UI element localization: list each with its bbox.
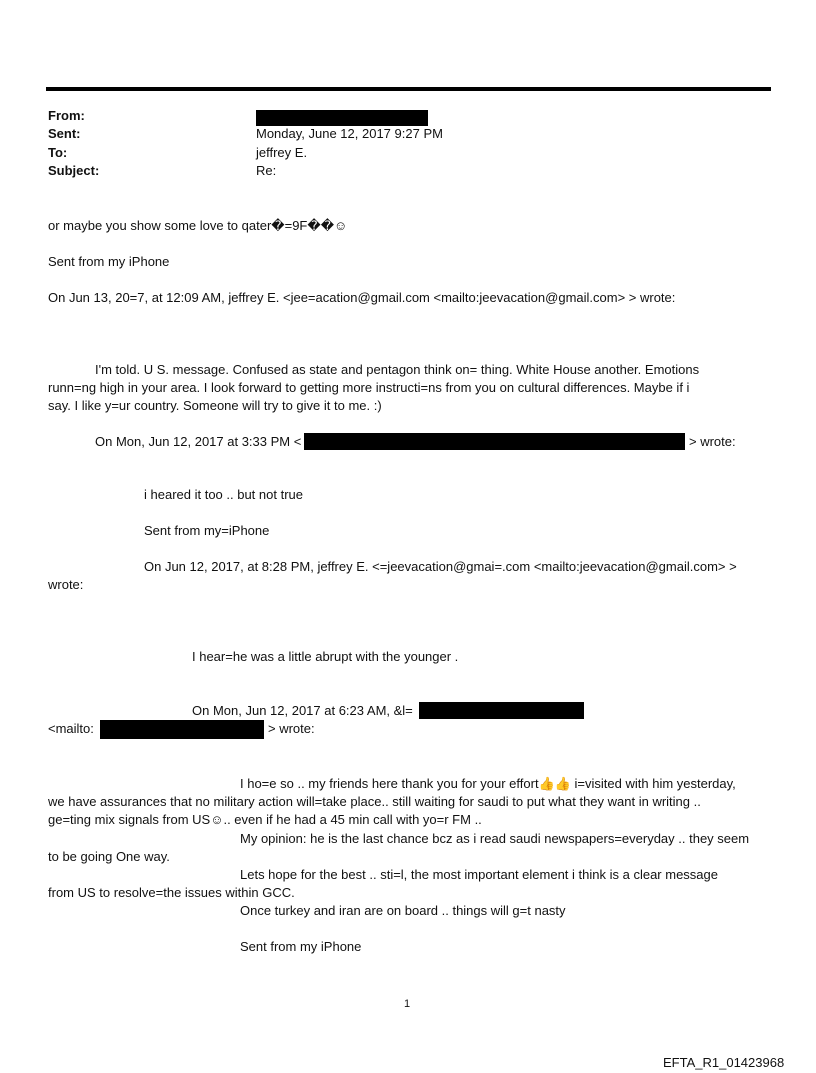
subject-value: Re: bbox=[256, 163, 277, 178]
body-line: ge=ting mix signals from US☺.. even if he had a 45 min call with yo=r FM .. bbox=[48, 812, 482, 827]
body-line: > wrote: bbox=[268, 721, 315, 736]
body-line: wrote: bbox=[48, 577, 84, 592]
body-line: On Jun 13, 20=7, at 12:09 AM, jeffrey E. <jee=acation@gmail.com <mailto:jeevacation@gmail.com> > wrote: bbox=[48, 290, 676, 305]
redaction-mailto bbox=[100, 720, 264, 739]
body-line: Lets hope for the best .. sti=l, the most important element i think is a clear message bbox=[240, 867, 718, 882]
body-line: to be going One way. bbox=[48, 849, 170, 864]
body-line: runn=ng high in your area. I look forward to getting more instructi=ns from you on cultural differences. Maybe if i bbox=[48, 380, 690, 395]
body-line: i heared it too .. but not true bbox=[144, 487, 303, 502]
redaction-from bbox=[256, 110, 428, 126]
body-line: Once turkey and iran are on board .. things will g=t nasty bbox=[240, 903, 566, 918]
body-line: On Mon, Jun 12, 2017 at 3:33 PM < bbox=[95, 434, 302, 449]
body-line: we have assurances that no military action will=take place.. still waiting for saudi to put what they want in writing .. bbox=[48, 794, 701, 809]
header-rule bbox=[46, 87, 771, 91]
body-line: > wrote: bbox=[689, 434, 736, 449]
body-line: I'm told. U S. message. Confused as state and pentagon think on= thing. White House another. Emotions bbox=[95, 362, 700, 377]
body-line: I hear=he was a little abrupt with the younger . bbox=[192, 649, 459, 664]
body-line: Sent from my=iPhone bbox=[144, 523, 270, 538]
body-line: Sent from my iPhone bbox=[240, 939, 362, 954]
body-line: or maybe you show some love to qater�=9F��☺ bbox=[48, 218, 348, 233]
body-line: I ho=e so .. my friends here thank you for your effort👍👍 i=visited with him yesterday, bbox=[240, 776, 736, 791]
document-id: EFTA_R1_01423968 bbox=[663, 1055, 785, 1070]
redaction-sender-2 bbox=[419, 702, 584, 719]
sent-label: Sent: bbox=[48, 126, 81, 141]
body-line: On Jun 12, 2017, at 8:28 PM, jeffrey E. <=jeevacation@gmai=.com <mailto:jeevacation@gmail.com> > bbox=[144, 559, 737, 574]
body-line: <mailto: bbox=[48, 721, 94, 736]
to-value: jeffrey E. bbox=[256, 145, 308, 160]
from-label: From: bbox=[48, 108, 85, 123]
to-label: To: bbox=[48, 145, 68, 160]
body-line: say. I like y=ur country. Someone will try to give it to me. :) bbox=[48, 398, 382, 413]
body-line: Sent from my iPhone bbox=[48, 254, 170, 269]
body-line: from US to resolve=the issues within GCC. bbox=[48, 885, 295, 900]
redaction-sender bbox=[304, 433, 685, 450]
page-number: 1 bbox=[404, 998, 411, 1010]
subject-label: Subject: bbox=[48, 163, 100, 178]
sent-value: Monday, June 12, 2017 9:27 PM bbox=[256, 126, 443, 141]
body-line: My opinion: he is the last chance bcz as i read saudi newspapers=everyday .. they seem bbox=[240, 831, 750, 846]
body-line: On Mon, Jun 12, 2017 at 6:23 AM, &l= bbox=[192, 703, 413, 718]
